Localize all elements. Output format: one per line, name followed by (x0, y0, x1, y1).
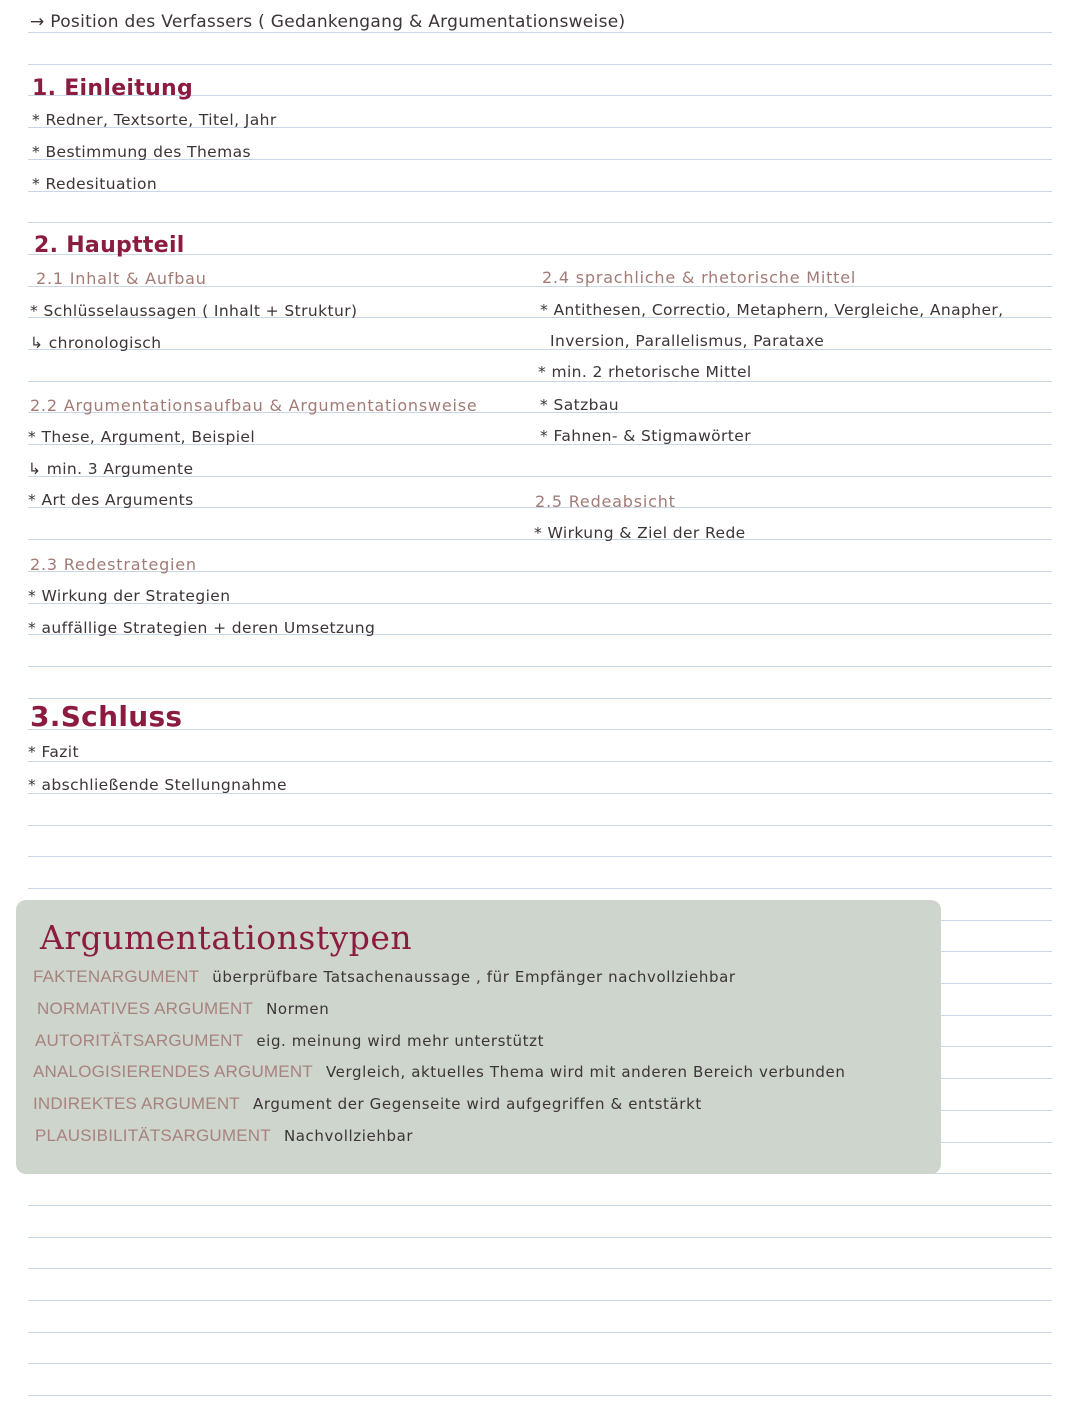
type-desc: eig. meinung wird mehr unterstützt (256, 1032, 545, 1050)
ruled-line (28, 825, 1052, 826)
ruled-line (28, 1363, 1052, 1364)
subsection-title-2-4: 2.4 sprachliche & rhetorische Mittel (542, 268, 857, 287)
type-row (33, 1062, 845, 1082)
arrow-icon: → (30, 12, 45, 32)
ruled-line (28, 888, 1052, 889)
ruled-line (28, 1268, 1052, 1269)
ruled-line (28, 1395, 1052, 1396)
list-item: * Antithesen, Correctio, Metaphern, Vergleiche, Anapher, (540, 301, 1004, 319)
type-desc: Normen (266, 1000, 330, 1018)
box-title: Argumentationstypen (40, 918, 413, 957)
subsection-title-2-5: 2.5 Redeabsicht (535, 492, 676, 511)
list-item: * min. 2 rhetorische Mittel (538, 363, 752, 381)
type-name: NORMATIVES ARGUMENT (37, 999, 254, 1018)
list-item: ↳ chronologisch (30, 334, 162, 352)
list-item: * Wirkung & Ziel der Rede (534, 524, 746, 542)
section-title-einleitung: 1. Einleitung (32, 76, 194, 101)
type-desc: überprüfbare Tatsachenaussage , für Empfänger nachvollziehbar (212, 968, 736, 986)
ruled-line (28, 761, 1052, 762)
list-item: * Wirkung der Strategien (28, 587, 231, 605)
ruled-line (28, 64, 1052, 65)
type-desc: Argument der Gegenseite wird aufgegriffen & entstärkt (252, 1095, 702, 1113)
type-name: FAKTENARGUMENT (33, 967, 200, 986)
ruled-line (28, 222, 1052, 223)
list-item: * Satzbau (540, 396, 619, 414)
type-name: PLAUSIBILITÄTSARGUMENT (35, 1126, 271, 1145)
ruled-line (28, 1237, 1052, 1238)
type-name: AUTORITÄTSARGUMENT (35, 1031, 244, 1050)
list-item: * auffällige Strategien + deren Umsetzung (28, 619, 376, 637)
type-row (33, 967, 736, 987)
list-item: * Fazit (28, 743, 79, 761)
list-item: ↳ min. 3 Argumente (28, 460, 194, 478)
ruled-line (28, 1205, 1052, 1206)
list-item: * Schlüsselaussagen ( Inhalt + Struktur) (30, 302, 358, 320)
header-text: Position des Verfassers ( Gedankengang & Argumentationsweise) (50, 12, 626, 32)
type-row (33, 1094, 702, 1114)
ruled-line (28, 698, 1052, 699)
list-item: * Fahnen- & Stigmawörter (540, 427, 751, 445)
ruled-line (28, 381, 1052, 382)
type-row (37, 999, 329, 1019)
subsection-title-2-2: 2.2 Argumentationsaufbau & Argumentationsweise (30, 396, 478, 415)
ruled-line (28, 856, 1052, 857)
ruled-line (28, 349, 1052, 350)
type-desc: Nachvollziehbar (283, 1127, 414, 1145)
section-title-schluss: 3.Schluss (30, 700, 183, 733)
section-title-hauptteil: 2. Hauptteil (34, 233, 185, 258)
ruled-line (28, 32, 1052, 33)
list-item: * Redesituation (32, 175, 158, 193)
list-item: * Bestimmung des Themas (32, 143, 251, 161)
type-name: ANALOGISIERENDES ARGUMENT (33, 1062, 313, 1081)
ruled-line (28, 191, 1052, 192)
list-item: * These, Argument, Beispiel (28, 428, 256, 446)
list-item: * Art des Arguments (28, 491, 194, 509)
list-item: * Redner, Textsorte, Titel, Jahr (32, 111, 277, 129)
ruled-line (28, 1332, 1052, 1333)
header-line (30, 12, 625, 32)
type-row (35, 1126, 413, 1146)
type-desc: Vergleich, aktuelles Thema wird mit anderen Bereich verbunden (325, 1063, 846, 1081)
subsection-title-2-1: 2.1 Inhalt & Aufbau (36, 269, 207, 288)
ruled-line (28, 1300, 1052, 1301)
type-row (35, 1031, 544, 1051)
ruled-line (28, 666, 1052, 667)
list-item: * abschließende Stellungnahme (28, 776, 287, 794)
type-name: INDIREKTES ARGUMENT (33, 1094, 240, 1113)
subsection-title-2-3: 2.3 Redestrategien (30, 555, 197, 574)
list-item: Inversion, Parallelismus, Parataxe (550, 332, 825, 350)
